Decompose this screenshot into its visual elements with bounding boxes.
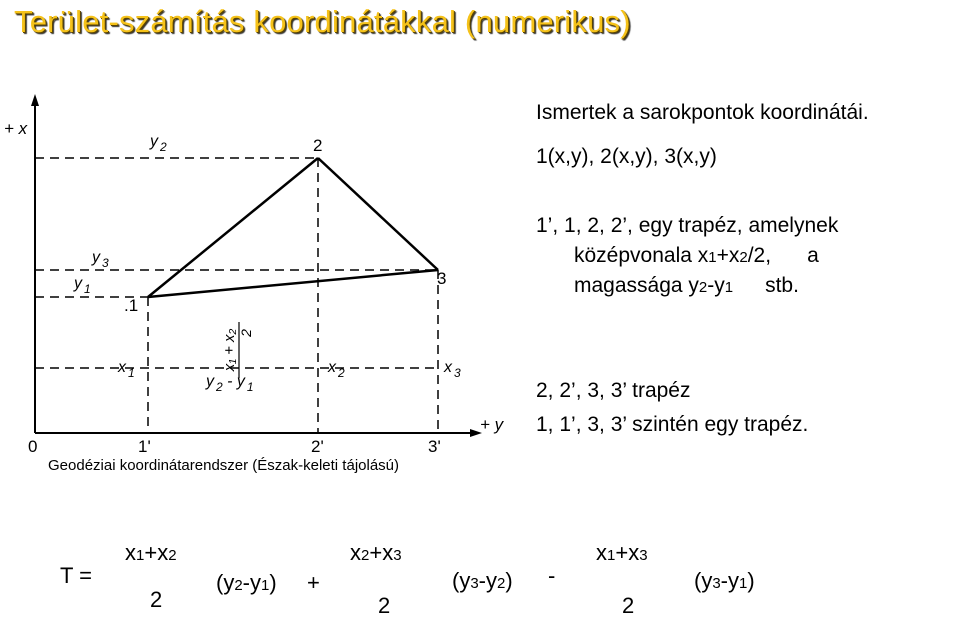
edge-2-3 xyxy=(318,158,438,270)
point-2-label: 2 xyxy=(313,136,323,155)
term2-factor: (y3-y2) xyxy=(452,568,513,593)
slide-title: Terület-számítás koordinátákkal (numerikus) xyxy=(14,4,631,39)
edge-1-3 xyxy=(148,270,438,297)
trapezoid-line-2: középvonala x1+x2/2, a xyxy=(574,244,819,267)
trapezoid-line-1: 1’, 1, 2, 2’, egy trapéz, amelynek xyxy=(536,214,839,237)
term3-numerator: x1+x3 xyxy=(596,540,648,565)
trapezoid-3-text: 1, 1’, 3, 3’ szintén egy trapéz. xyxy=(536,413,809,436)
label-x1: x $_1$ xyxy=(118,359,135,380)
plus-sign: + xyxy=(307,570,320,595)
term1-factor: (y2-y1) xyxy=(216,570,277,595)
term3-factor: (y3-y1) xyxy=(694,568,755,593)
term1-denominator: 2 xyxy=(150,587,163,612)
point-1p-label: 1' xyxy=(138,437,151,456)
term2-numerator: x2+x3 xyxy=(350,540,402,565)
minus-sign: - xyxy=(548,563,556,588)
label-y1: y $_1$ xyxy=(74,275,91,296)
point-3-label: 3 xyxy=(437,269,447,288)
known-coordinates-text: Ismertek a sarokpontok koordinátái. xyxy=(536,101,869,124)
term1-numerator: x1+x2 xyxy=(125,540,177,565)
trapezoid-2-text: 2, 2’, 3, 3’ trapéz xyxy=(536,379,691,402)
label-y2: y $_2$ xyxy=(150,133,167,154)
label-x2: x $_2$ xyxy=(328,359,345,380)
x-axis-arrow xyxy=(31,94,39,106)
midline-fraction-label xyxy=(221,322,254,378)
midline-denominator: 2 xyxy=(238,329,254,337)
axis-y-label: + y xyxy=(480,415,504,434)
label-dy: y $_2$ - y $_1$ xyxy=(206,373,254,394)
term3-denominator: 2 xyxy=(622,593,635,618)
formula-lhs: T = xyxy=(60,563,93,588)
midline-numerator: x₁ + x₂ xyxy=(221,328,238,372)
coordinates-list: 1(x,y), 2(x,y), 3(x,y) xyxy=(536,145,717,168)
point-3p-label: 3' xyxy=(428,437,441,456)
origin-label: 0 xyxy=(28,437,38,456)
point-2p-label: 2' xyxy=(311,437,324,456)
label-y3: y $_3$ xyxy=(92,249,109,270)
edge-1-2 xyxy=(148,158,318,297)
label-x3: x $_3$ xyxy=(444,359,461,380)
trapezoid-line-3: magassága y2-y1 stb. xyxy=(574,274,799,297)
axis-x-label: + x xyxy=(4,119,28,138)
point-1-label: .1 xyxy=(124,296,139,315)
diagram-caption: Geodéziai koordinátarendszer (Észak-keleti tájolású) xyxy=(48,457,400,474)
term2-denominator: 2 xyxy=(378,593,391,618)
